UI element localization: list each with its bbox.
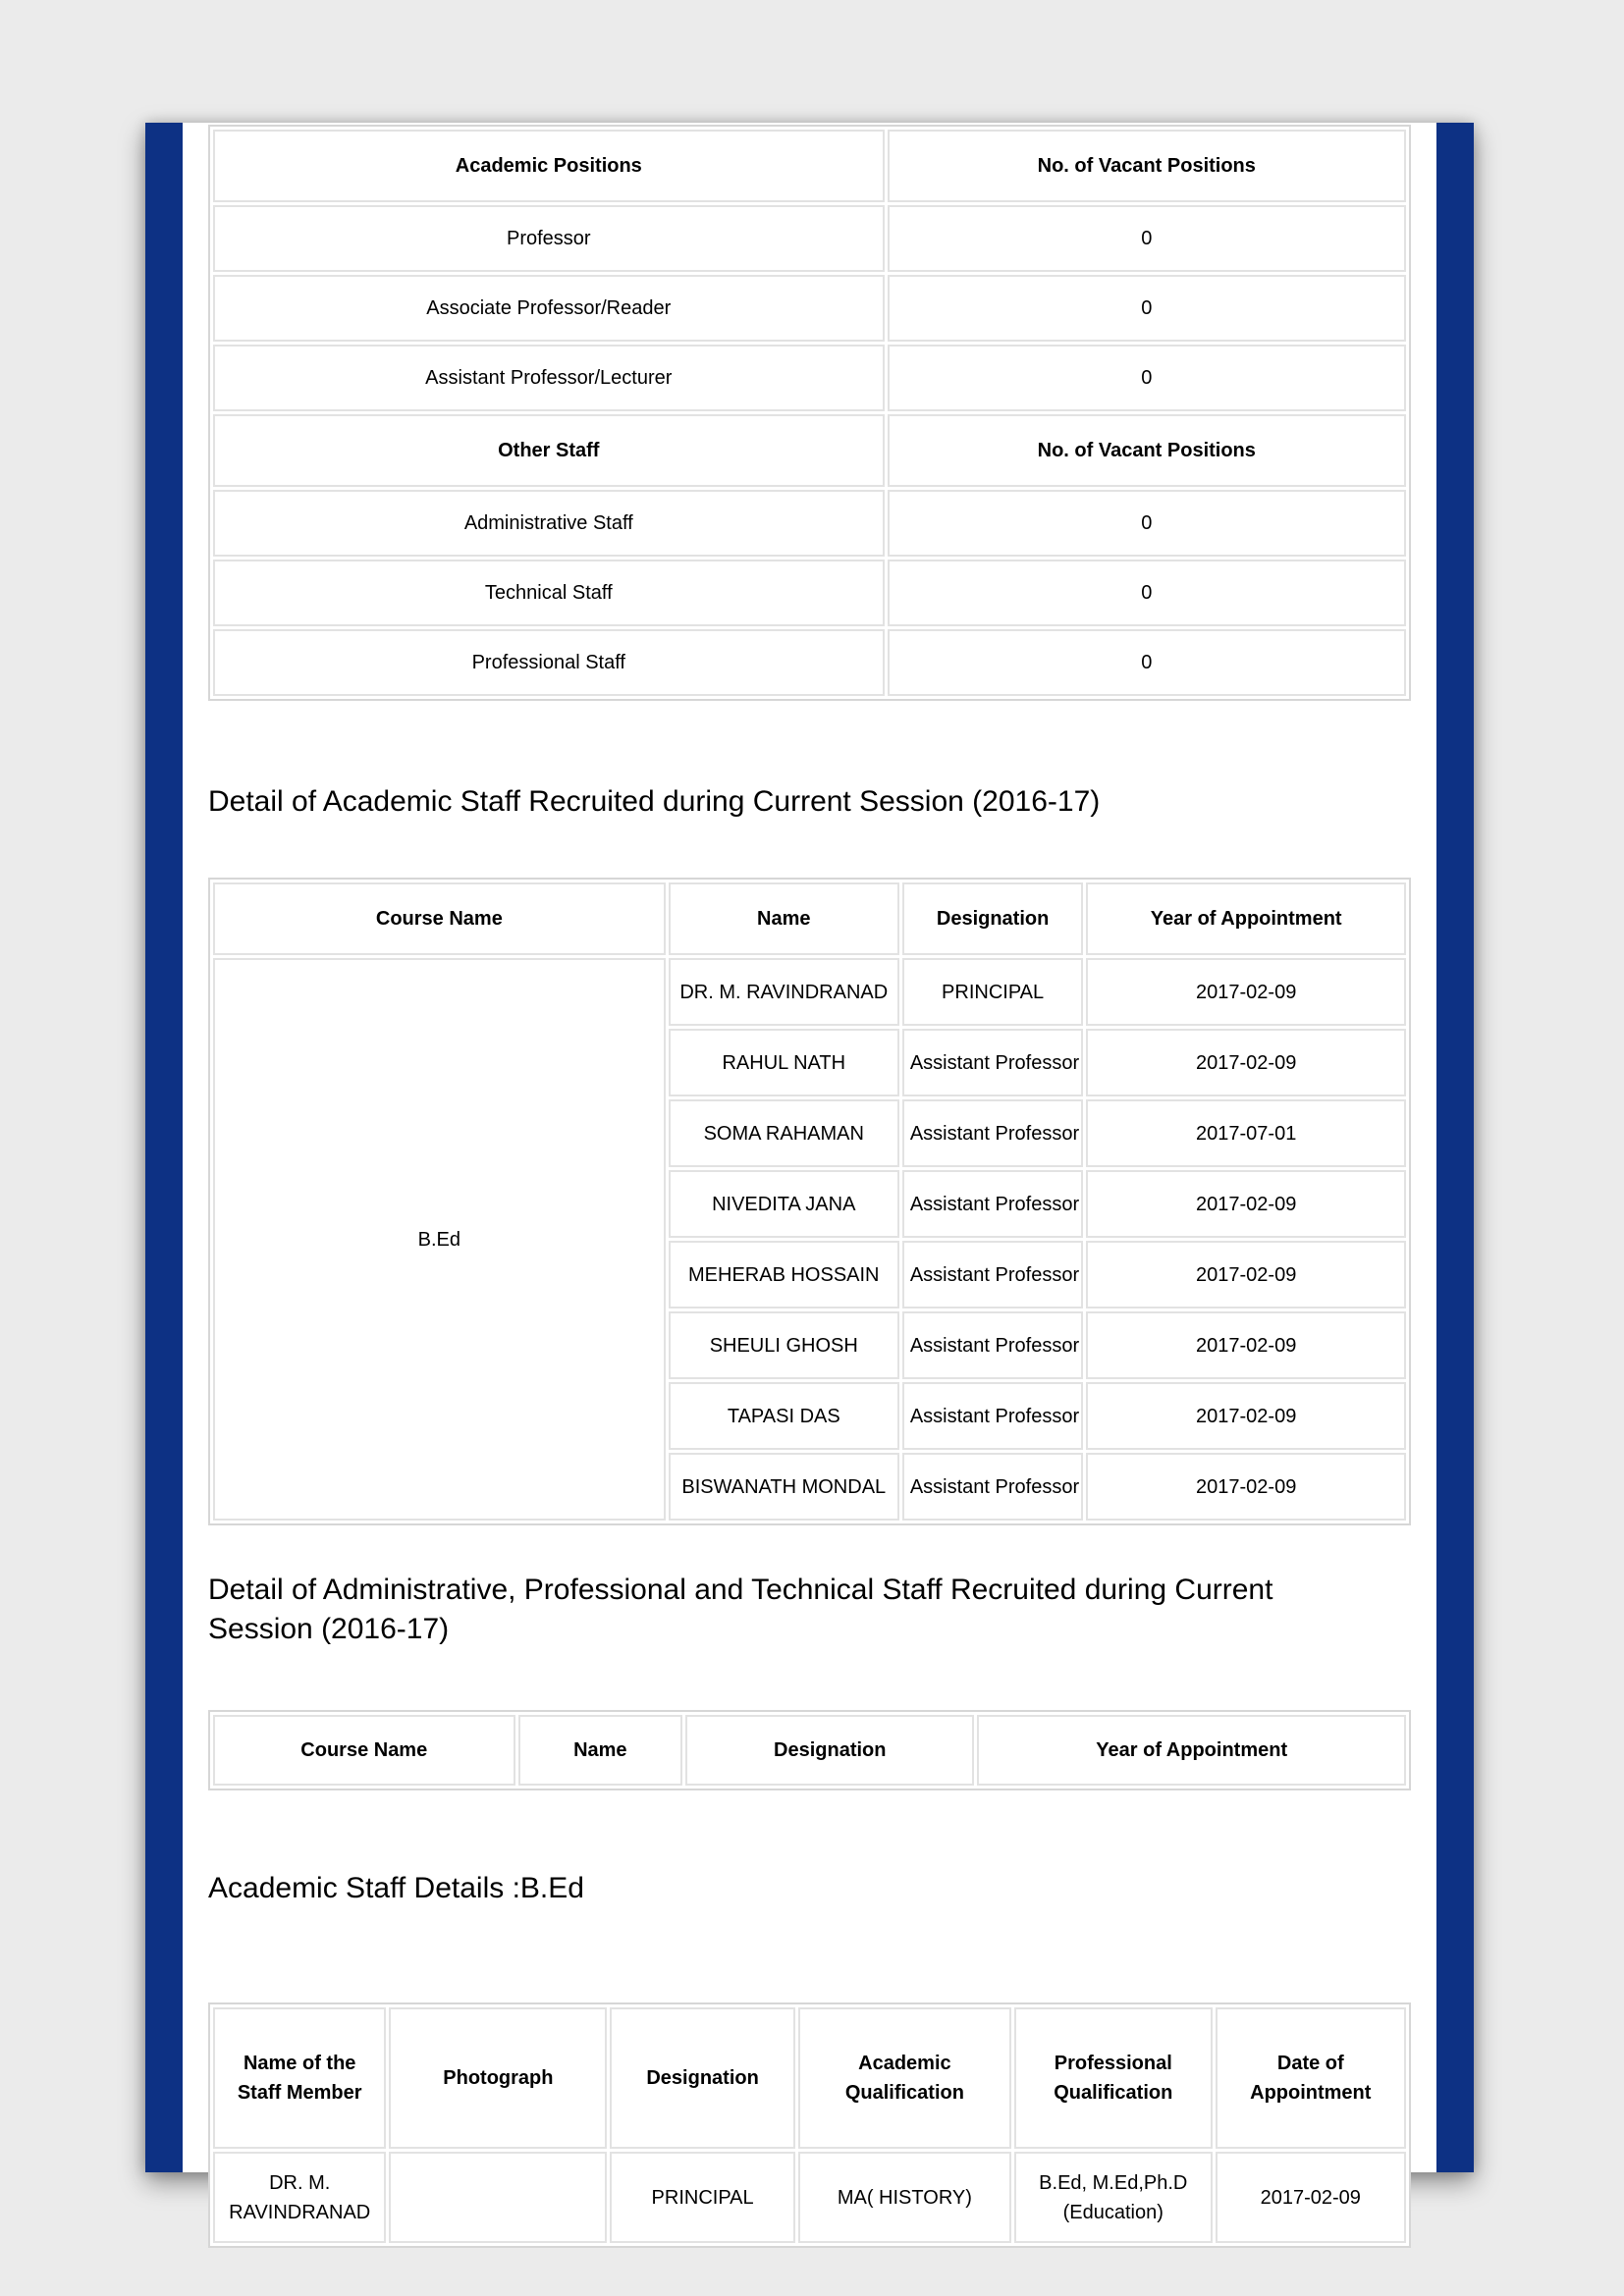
- vacancy-header-row: [213, 130, 1406, 202]
- academic-staff-details-table: [208, 2002, 1411, 2248]
- vacancy-cell: 0: [888, 560, 1406, 626]
- admin-header-cell: Year of Appointment: [977, 1715, 1406, 1786]
- staff-name-cell: SHEULI GHOSH: [669, 1311, 899, 1379]
- vacancy-header-row: [213, 414, 1406, 487]
- staff-details-row: [213, 2152, 1406, 2243]
- staff-name-cell: TAPASI DAS: [669, 1382, 899, 1450]
- vacant-positions-table: [208, 125, 1411, 701]
- admin-header-cell: Name: [518, 1715, 683, 1786]
- academic-header-cell: Year of Appointment: [1086, 882, 1406, 955]
- staff-details-header-cell: Date of Appointment: [1216, 2007, 1406, 2149]
- admin-staff-recruited-table: [208, 1710, 1411, 1790]
- designation-cell: PRINCIPAL: [610, 2152, 794, 2243]
- appointment-year-cell: 2017-02-09: [1086, 1311, 1406, 1379]
- designation-cell: Assistant Professor: [902, 1170, 1084, 1238]
- staff-details-header-row: [213, 2007, 1406, 2149]
- appointment-year-cell: 2017-02-09: [1086, 1029, 1406, 1096]
- admin-header-cell: Designation: [685, 1715, 974, 1786]
- designation-cell: Assistant Professor: [902, 1311, 1084, 1379]
- vacancy-cell: 0: [888, 205, 1406, 272]
- vacancy-cell: Professor: [213, 205, 885, 272]
- staff-name-cell: MEHERAB HOSSAIN: [669, 1241, 899, 1308]
- vacancy-cell: Administrative Staff: [213, 490, 885, 557]
- staff-details-header-cell: Name of the Staff Member: [213, 2007, 386, 2149]
- vacancy-row: [213, 490, 1406, 557]
- academic-header-cell: Designation: [902, 882, 1084, 955]
- professional-qualification-cell: B.Ed, M.Ed,Ph.D (Education): [1014, 2152, 1213, 2243]
- academic-staff-recruited-table: [208, 878, 1411, 1525]
- vacancy-row: [213, 275, 1406, 342]
- page-content: [183, 123, 1436, 2248]
- academic-staff-row: [213, 958, 1406, 1026]
- academic-header-cell: Name: [669, 882, 899, 955]
- vacancy-header-cell: No. of Vacant Positions: [888, 130, 1406, 202]
- staff-name-cell: NIVEDITA JANA: [669, 1170, 899, 1238]
- staff-name-cell: DR. M. RAVINDRANAD: [669, 958, 899, 1026]
- vacancy-cell: Technical Staff: [213, 560, 885, 626]
- staff-name-cell: BISWANATH MONDAL: [669, 1453, 899, 1521]
- academic-header-row: [213, 882, 1406, 955]
- section-title-admin-staff-recruited: Detail of Administrative, Professional and Technical Staff Recruited during Current Session (2016-17): [208, 1574, 1273, 1645]
- vacancy-row: [213, 560, 1406, 626]
- designation-cell: Assistant Professor: [902, 1382, 1084, 1450]
- vacancy-cell: Professional Staff: [213, 629, 885, 696]
- staff-member-name-cell: DR. M. RAVINDRANAD: [213, 2152, 386, 2243]
- vacancy-header-cell: No. of Vacant Positions: [888, 414, 1406, 487]
- appointment-year-cell: 2017-02-09: [1086, 1453, 1406, 1521]
- vacancy-row: [213, 205, 1406, 272]
- vacancy-cell: 0: [888, 275, 1406, 342]
- staff-details-header-cell: Photograph: [389, 2007, 607, 2149]
- designation-cell: Assistant Professor: [902, 1099, 1084, 1167]
- section-title-academic-staff-recruited: Detail of Academic Staff Recruited during Current Session (2016-17): [208, 785, 1101, 818]
- appointment-year-cell: 2017-02-09: [1086, 958, 1406, 1026]
- appointment-date-cell: 2017-02-09: [1216, 2152, 1406, 2243]
- vacancy-row: [213, 345, 1406, 411]
- admin-header-row: [213, 1715, 1406, 1786]
- academic-qualification-cell: MA( HISTORY): [798, 2152, 1011, 2243]
- section-title-academic-staff-details: Academic Staff Details :B.Ed: [208, 1872, 584, 1904]
- vacancy-header-cell: Other Staff: [213, 414, 885, 487]
- vacancy-header-cell: Academic Positions: [213, 130, 885, 202]
- designation-cell: PRINCIPAL: [902, 958, 1084, 1026]
- academic-header-cell: Course Name: [213, 882, 666, 955]
- designation-cell: Assistant Professor: [902, 1453, 1084, 1521]
- staff-details-header-cell: Professional Qualification: [1014, 2007, 1213, 2149]
- staff-name-cell: RAHUL NATH: [669, 1029, 899, 1096]
- vacancy-cell: 0: [888, 629, 1406, 696]
- designation-cell: Assistant Professor: [902, 1241, 1084, 1308]
- admin-header-cell: Course Name: [213, 1715, 515, 1786]
- vacancy-row: [213, 629, 1406, 696]
- appointment-year-cell: 2017-02-09: [1086, 1170, 1406, 1238]
- vacancy-cell: Assistant Professor/Lecturer: [213, 345, 885, 411]
- vacancy-cell: 0: [888, 490, 1406, 557]
- document-page: [145, 123, 1474, 2223]
- staff-name-cell: SOMA RAHAMAN: [669, 1099, 899, 1167]
- vacancy-cell: 0: [888, 345, 1406, 411]
- staff-details-header-cell: Academic Qualification: [798, 2007, 1011, 2149]
- photograph-cell: [389, 2152, 607, 2243]
- appointment-year-cell: 2017-02-09: [1086, 1382, 1406, 1450]
- staff-details-header-cell: Designation: [610, 2007, 794, 2149]
- appointment-year-cell: 2017-07-01: [1086, 1099, 1406, 1167]
- vacancy-cell: Associate Professor/Reader: [213, 275, 885, 342]
- appointment-year-cell: 2017-02-09: [1086, 1241, 1406, 1308]
- course-name-cell: B.Ed: [213, 958, 666, 1521]
- designation-cell: Assistant Professor: [902, 1029, 1084, 1096]
